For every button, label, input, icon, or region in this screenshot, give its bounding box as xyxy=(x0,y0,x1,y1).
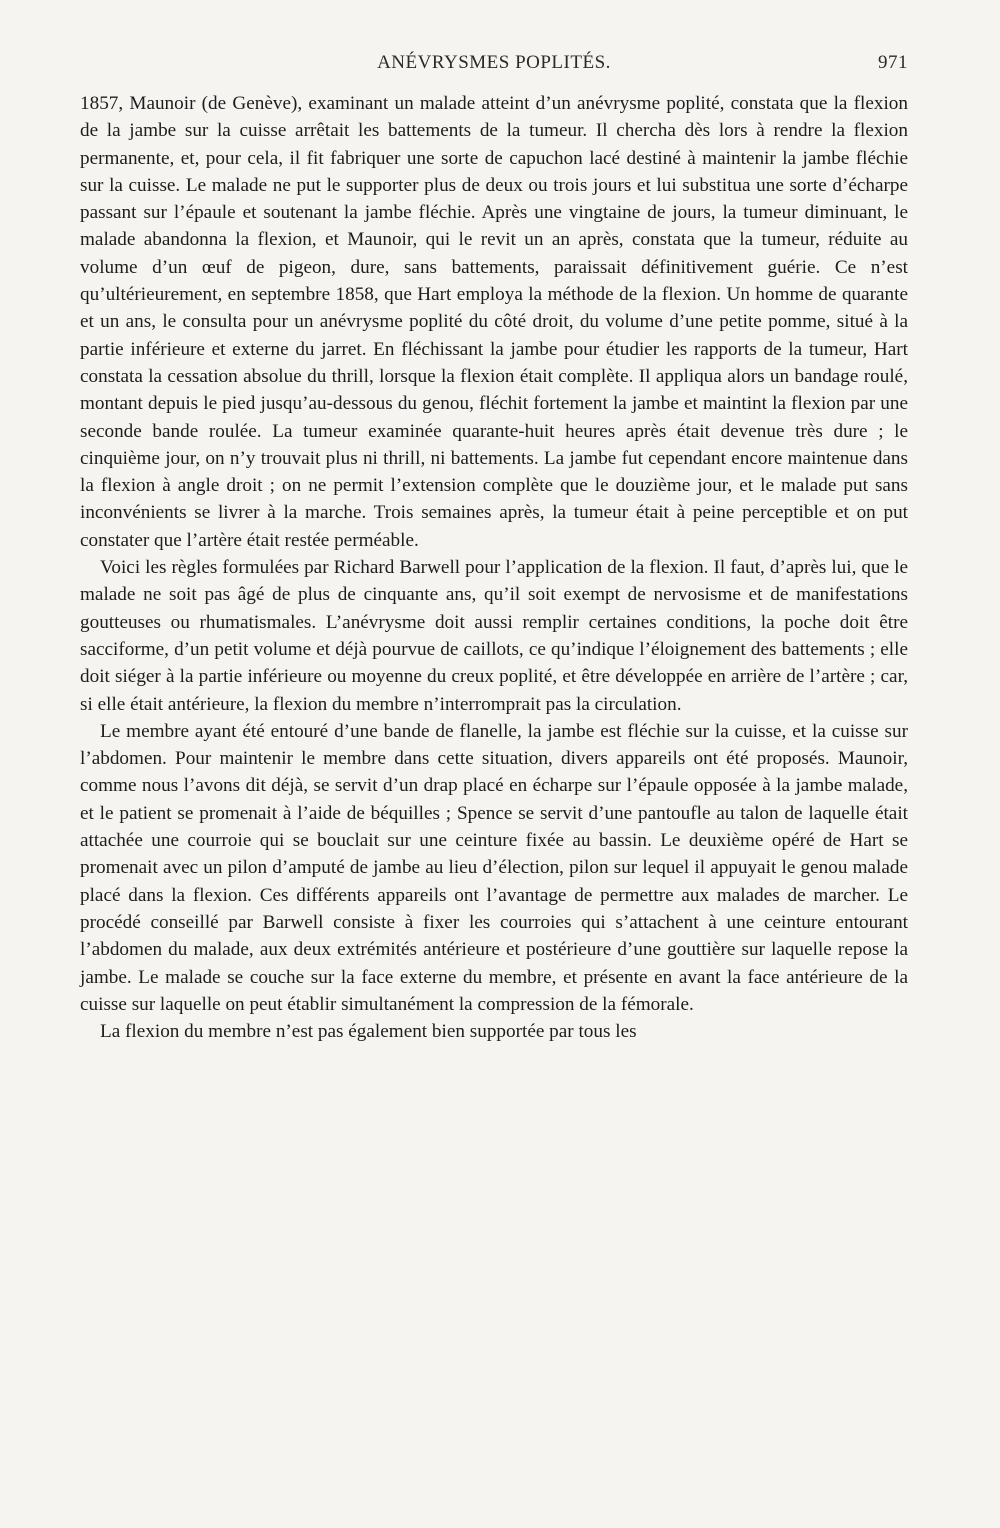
page-number: 971 xyxy=(878,52,908,73)
running-head xyxy=(80,52,908,84)
paragraph-1: 1857, Maunoir (de Genève), examinant un malade atteint d’un anévrysme poplité, constata que la flexion de la jambe sur la cuisse arrêtait les battements de la tumeur. Il chercha dès lors à rendre la flexion permanente, et, pour cela, il fit fabriquer une sorte de capuchon lacé destiné à maintenir la jambe fléchie sur la cuisse. Le malade ne put le supporter plus de deux ou trois jours et lui substitua une sorte d’écharpe passant sur l’épaule et soutenant la jambe fléchie. Après une vingtaine de jours, la tumeur diminuant, le malade abandonna la flexion, et Maunoir, qui le revit un an après, constata que la tumeur, réduite au volume d’un œuf de pigeon, dure, sans battements, paraissait définitivement guérie. Ce n’est qu’ultérieurement, en septembre 1858, que Hart employa la méthode de la flexion. Un homme de quarante et un ans, le consulta pour un anévrysme poplité du côté droit, du volume d’une petite pomme, situé à la partie inférieure et externe du jarret. En fléchissant la jambe pour étudier les rapports de la tumeur, Hart constata la cessation absolue du thrill, lorsque la flexion était complète. Il appliqua alors un bandage roulé, montant depuis le pied jusqu’au-dessous du genou, fléchit fortement la jambe et maintint la flexion par une seconde bande roulée. La tumeur examinée quarante-huit heures après était devenue très dure ; le cinquième jour, on n’y trouvait plus ni thrill, ni battements. La jambe fut cependant encore maintenue dans la flexion à angle droit ; on ne permit l’extension complète que le douzième jour, et le malade put sans inconvénients se livrer à la marche. Trois semaines après, la tumeur était à peine perceptible et on put constater que l’artère était restée perméable. xyxy=(80,93,908,551)
paragraph-3: Le membre ayant été entouré d’une bande de flanelle, la jambe est fléchie sur la cuisse, et la cuisse sur l’abdomen. Pour maintenir le membre dans cette situation, divers appareils ont été proposés. Maunoir, comme nous l’avons dit déjà, se servit d’un drap placé en écharpe sur l’épaule opposée à la jambe malade, et le patient se promenait à l’aide de béquilles ; Spence se servit d’une pantoufle au talon de laquelle était attachée une courroie qui se bouclait sur une ceinture fixée au bassin. Le deuxième opéré de Hart se promenait avec un pilon d’amputé de jambe au lieu d’élection, pilon sur lequel il appuyait le genou malade placé dans la flexion. Ces différents appareils ont l’avantage de permettre aux malades de marcher. Le procédé conseillé par Barwell consiste à fixer les courroies qui s’attachent à une ceinture entourant l’abdomen du malade, aux deux extrémités antérieure et postérieure d’une gouttière sur laquelle repose la jambe. Le malade se couche sur la face externe du membre, et présente en avant la face antérieure de la cuisse sur laquelle on peut établir simultanément la compression de la fémorale. xyxy=(80,720,908,1015)
paragraph-4: La flexion du membre n’est pas également bien supportée par tous les xyxy=(100,1021,637,1043)
body-text xyxy=(80,90,908,1045)
running-title: ANÉVRYSMES POPLITÉS. xyxy=(377,52,611,73)
paragraph-2: Voici les règles formulées par Richard Barwell pour l’application de la flexion. Il faut, d’après lui, que le malade ne soit pas âgé de plus de cinquante ans, qu’il soit exempt de nervosisme et de manifestations goutteuses ou rhumatismales. L’anévrysme doit aussi remplir certaines conditions, la poche doit être sacciforme, d’un petit volume et déjà pourvue de caillots, ce qu’indique l’éloignement des battements ; elle doit siéger à la partie inférieure ou moyenne du creux poplité, et être développée en arrière de l’artère ; car, si elle était antérieure, la flexion du membre n’interromprait pas la circulation. xyxy=(80,557,908,715)
